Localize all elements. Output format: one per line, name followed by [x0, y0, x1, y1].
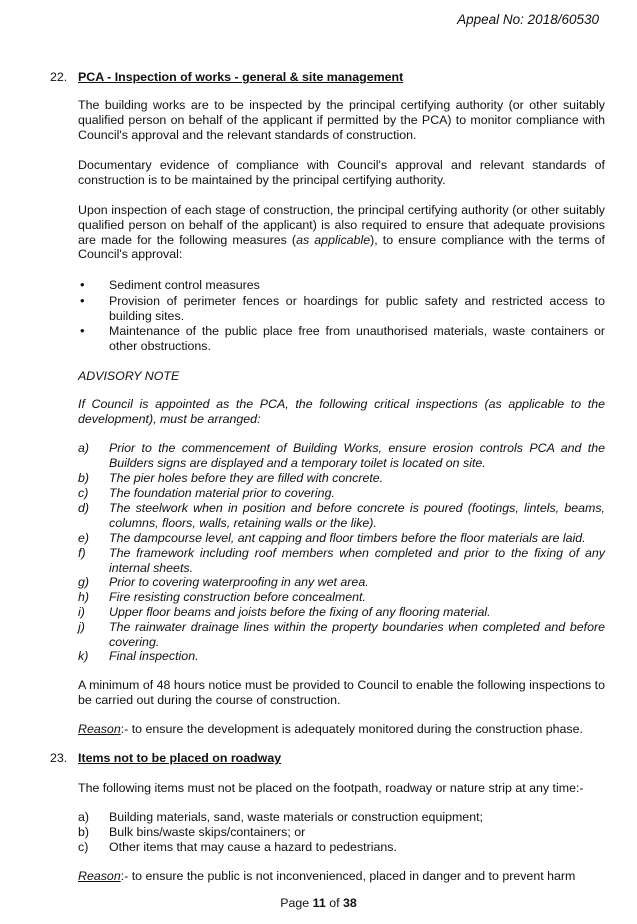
roadway-item-text: Bulk bins/waste skips/containers; or	[109, 825, 306, 839]
inspection-text: The foundation material prior to covering.	[109, 486, 335, 500]
inspection-text: Fire resisting construction before concealment.	[109, 590, 366, 604]
page-footer	[0, 896, 637, 910]
roadway-item-label: c)	[78, 840, 89, 854]
paragraph-3-emphasis: as applicable	[296, 232, 371, 247]
reason-text: :- to ensure the development is adequately monitored during the construction phase.	[120, 722, 583, 736]
inspection-text: Upper floor beams and joists before the fixing of any flooring material.	[109, 605, 491, 619]
roadway-item-label: b)	[78, 825, 90, 839]
section-23-number: 23.	[50, 751, 68, 765]
bullet-text: Maintenance of the public place free from unauthorised materials, waste containers or other obstructions.	[109, 324, 605, 353]
paragraph-3-part-a: Upon inspection of each stage of construction, the principal certifying authority (or other suitably qualified person on behalf of the applicant) is also required to ensure that adequate provisions are made for the following measures (	[78, 203, 605, 247]
inspection-label: c)	[78, 486, 89, 500]
inspection-label: d)	[78, 501, 90, 515]
inspection-label: j)	[78, 620, 85, 634]
paragraph-3-part-b: ), to ensure compliance with the terms of Council's approval:	[78, 232, 605, 262]
inspection-text: The pier holes before they are filled with concrete.	[109, 471, 384, 485]
section-23-title: Items not to be placed on roadway	[78, 751, 282, 765]
appeal-number-header: Appeal No: 2018/60530	[457, 12, 599, 27]
inspection-text: Prior to covering waterproofing in any wet area.	[109, 575, 369, 589]
section-22-paragraph-2: Documentary evidence of compliance with Council's approval and relevant standards of construction is to be maintained by the principal certifying authority.	[78, 158, 605, 187]
bullet-symbol: •	[80, 323, 85, 338]
inspection-label: a)	[78, 441, 90, 455]
section-22-paragraph-3	[78, 203, 605, 262]
inspection-label: b)	[78, 471, 90, 485]
reason-label: Reason	[78, 869, 121, 883]
of-word: of	[329, 896, 340, 910]
inspection-text: Prior to the commencement of Building Works, ensure erosion controls PCA and the Builders signs are displayed and a temporary toilet is located on site.	[109, 441, 605, 470]
notice-paragraph: A minimum of 48 hours notice must be provided to Council to enable the following inspections to be carried out during the course of construction.	[78, 678, 605, 707]
inspection-text: The dampcourse level, ant capping and floor timbers before the floor materials are laid.	[109, 531, 586, 545]
section-22-number: 22.	[50, 70, 68, 84]
inspection-label: g)	[78, 575, 90, 589]
inspection-label: h)	[78, 590, 90, 604]
reason-label: Reason	[78, 722, 121, 736]
inspection-label: i)	[78, 605, 85, 619]
section-22-title: PCA - Inspection of works - general & site management	[78, 70, 404, 84]
advisory-note-heading: ADVISORY NOTE	[78, 369, 180, 383]
roadway-item-text: Building materials, sand, waste materials or construction equipment;	[109, 810, 483, 824]
section-22-reason	[78, 722, 605, 737]
bullet-symbol: •	[80, 293, 85, 308]
inspection-label: f)	[78, 546, 86, 560]
advisory-note-intro: If Council is appointed as the PCA, the following critical inspections (as applicable to the development), must be arranged:	[78, 397, 605, 426]
page-number: 11	[312, 896, 326, 910]
section-23-intro: The following items must not be placed on the footpath, roadway or nature strip at any time:-	[78, 781, 584, 795]
section-22-paragraph-1: The building works are to be inspected by the principal certifying authority (or other suitably qualified person on behalf of the applicant if permitted by the PCA) to monitor compliance with Council's approval and the relevant standards of construction.	[78, 98, 605, 142]
inspection-text: The steelwork when in position and before concrete is poured (footings, lintels, beams, columns, floors, walls, retaining walls or the like).	[109, 501, 605, 530]
bullet-text: Sediment control measures	[109, 278, 260, 292]
page-word: Page	[280, 896, 310, 910]
roadway-item-text: Other items that may cause a hazard to pedestrians.	[109, 840, 397, 854]
total-pages: 38	[342, 896, 357, 910]
inspection-text: Final inspection.	[109, 649, 199, 663]
bullet-text: Provision of perimeter fences or hoardings for public safety and restricted access to building sites.	[109, 294, 605, 323]
inspection-label: k)	[78, 649, 89, 663]
inspection-text: The rainwater drainage lines within the property boundaries when completed and before covering.	[109, 620, 605, 649]
bullet-symbol: •	[80, 277, 85, 292]
roadway-item-label: a)	[78, 810, 90, 824]
reason-text: :- to ensure the public is not inconvenienced, placed in danger and to prevent harm	[120, 869, 576, 883]
inspection-label: e)	[78, 531, 90, 545]
inspection-text: The framework including roof members when completed and prior to the fixing of any internal sheets.	[109, 546, 605, 575]
section-23-reason	[78, 869, 605, 884]
